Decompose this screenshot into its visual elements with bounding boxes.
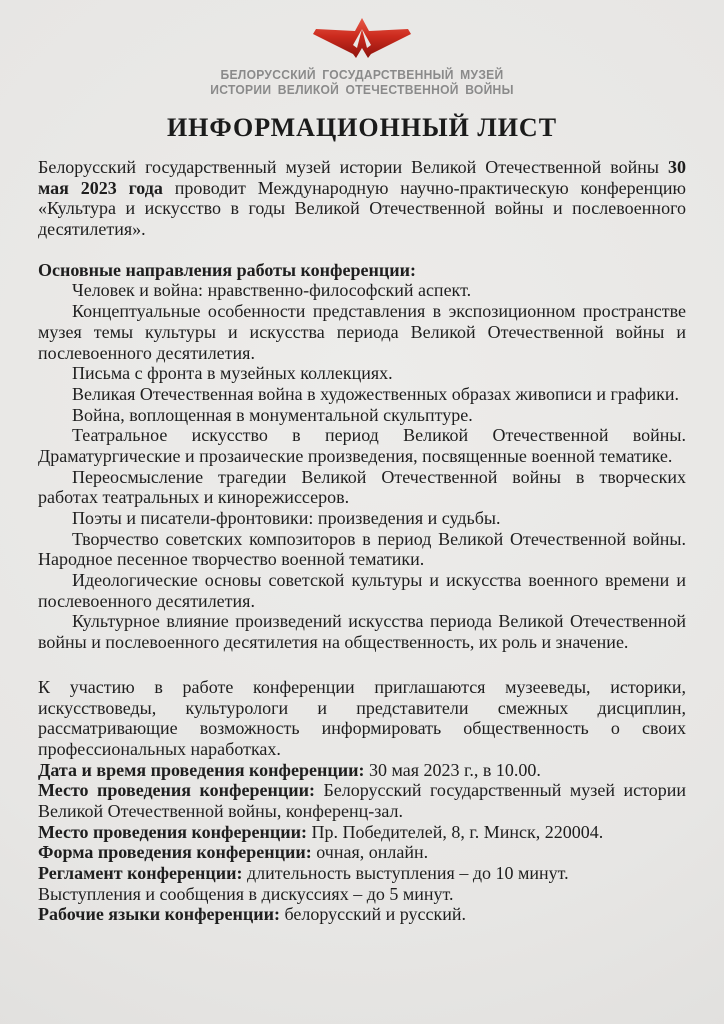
detail-label: Место проведения конференции: [38, 821, 307, 842]
detail-label: Регламент конференции: [38, 863, 243, 883]
detail-row-address [38, 822, 686, 843]
direction-item: Великая Отечественная война в художественных образах живописи и графики. [72, 383, 680, 404]
museum-name-line2: ИСТОРИИ ВЕЛИКОЙ ОТЕЧЕСТВЕННОЙ ВОЙНЫ [210, 82, 514, 97]
detail-value: длительность выступления – до 10 минут. [242, 863, 569, 883]
direction-item: Культурное влияние произведений искусства периода Великой Отечественной войны и послевоенного десятилетия на общественность, их роль и значение. [38, 611, 686, 653]
invitation-paragraph: К участию в работе конференции приглашаются музееведы, историки, искусствоведы, культурологи и представители смежных дисциплин, рассматривающие возможность информировать общественность о своих профессиональных наработках. [38, 676, 686, 759]
detail-row-place [38, 780, 686, 821]
detail-value: 30 мая 2023 г., в 10.00. [364, 759, 541, 780]
direction-item: Человек и война: нравственно-философский аспект. [72, 280, 472, 301]
detail-value: Пр. Победителей, 8, г. Минск, 220004. [306, 821, 604, 842]
intro-date-bold: 30 мая 2023 года [38, 157, 686, 198]
museum-logo [38, 16, 686, 62]
direction-item: Театральное искусство в период Великой Отечественной войны. Драматургические и прозаические произведения, посвященные военной тематике. [38, 425, 686, 466]
detail-label: Рабочие языки конференции: [38, 904, 280, 925]
intro-text-pre: Белорусский государственный музей истории Великой Отечественной войны [38, 157, 668, 177]
detail-row-languages [38, 904, 686, 925]
directions-heading: Основные направления работы конференции: [38, 259, 416, 280]
direction-item: Война, воплощенная в монументальной скульптуре. [72, 404, 473, 425]
museum-name [61, 67, 664, 97]
intro-paragraph [38, 157, 686, 240]
page-title: ИНФОРМАЦИОННЫЙ ЛИСТ [166, 113, 558, 142]
detail-value: Белорусский государственный музей истории Великой Отечественной войны, конференц-зал. [38, 780, 686, 821]
direction-item: Идеологические основы советской культуры и искусства военного времени и послевоенного десятилетия. [38, 570, 686, 611]
detail-row-rules [38, 863, 686, 884]
direction-item: Поэты и писатели-фронтовики: произведения и судьбы. [72, 508, 501, 528]
direction-item: Творчество советских композиторов в период Великой Отечественной войны. Народное песенное творчество военной тематики. [38, 528, 686, 570]
direction-item: Концептуальные особенности представления в экспозиционном пространстве музея темы культуры и искусства периода Великой Отечественной войны и послевоенного десятилетия. [38, 301, 686, 363]
detail-label: Дата и время проведения конференции: [38, 759, 365, 780]
detail-label: Место проведения конференции: [38, 780, 315, 801]
direction-item: Переосмысление трагедии Великой Отечественной войны в творческих работах театральных и кинорежиссеров. [38, 466, 686, 508]
detail-row-format [38, 842, 686, 863]
direction-item: Письма с фронта в музейных коллекциях. [72, 363, 393, 384]
detail-row-rules-extra [38, 884, 686, 905]
detail-row-date [38, 760, 686, 781]
museum-name-line1: БЕЛОРУССКИЙ ГОСУДАРСТВЕННЫЙ МУЗЕЙ [220, 67, 504, 82]
museum-header [38, 16, 686, 97]
detail-value: Выступления и сообщения в дискуссиях – до 5 минут. [38, 883, 454, 904]
detail-value: белорусский и русский. [280, 904, 467, 925]
detail-label: Форма проведения конференции: [38, 842, 312, 863]
detail-value: очная, онлайн. [311, 842, 429, 863]
intro-text-post: проводит Международную научно-практическую конференцию «Культура и искусство в годы Великой Отечественной войны и послевоенного десятилетия». [38, 177, 686, 240]
red-star-wings-icon [312, 16, 412, 62]
